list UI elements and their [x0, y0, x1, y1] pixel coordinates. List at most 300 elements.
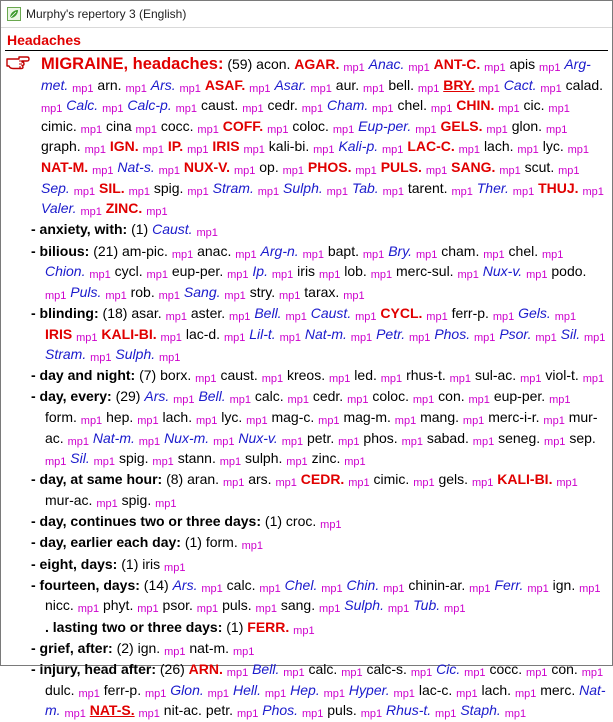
remedy[interactable]: rob.	[130, 283, 155, 300]
source-tag: mp1	[275, 477, 297, 490]
source-tag: mp1	[138, 435, 161, 448]
source-tag: mp1	[175, 103, 198, 116]
remedy[interactable]: Caust.	[152, 221, 193, 238]
remedy[interactable]: LAC-C.	[407, 138, 455, 155]
remedy[interactable]: Glon.	[170, 681, 204, 698]
remedy[interactable]: cimic.	[373, 471, 410, 488]
subrubric[interactable]	[5, 618, 606, 639]
subrubric-name: - injury, head after:	[31, 660, 156, 677]
remedy[interactable]: NUX-V.	[183, 158, 231, 175]
remedy[interactable]: form.	[45, 409, 77, 426]
remedy[interactable]: Hyper.	[348, 681, 390, 698]
remedy[interactable]: op.	[259, 158, 279, 175]
source-tag: mp1	[540, 82, 562, 95]
remedy[interactable]: PHOS.	[307, 158, 352, 175]
title-bar[interactable]	[1, 1, 612, 28]
remedy[interactable]: chel.	[508, 242, 539, 259]
source-tag: mp1	[362, 248, 385, 261]
subrubric-name: - day, every:	[31, 388, 112, 405]
source-tag: mp1	[457, 269, 479, 282]
subrubric-count: (21)	[93, 242, 119, 259]
remedy[interactable]: Rhus-t.	[386, 702, 432, 719]
remedy[interactable]: Phos.	[434, 325, 471, 342]
source-tag: mp1	[152, 456, 174, 469]
remedy[interactable]: spig.	[121, 492, 152, 509]
remedy[interactable]: cedr.	[267, 97, 298, 114]
source-tag: mp1	[383, 582, 405, 595]
remedy[interactable]: THUJ.	[538, 179, 579, 196]
remedy[interactable]: IRIS	[212, 138, 240, 155]
remedy[interactable]: Lil-t.	[249, 325, 276, 342]
source-tag: mp1	[242, 103, 264, 116]
remedy[interactable]: nicc.	[45, 597, 74, 614]
source-tag: mp1	[462, 415, 485, 428]
source-tag: mp1	[235, 248, 257, 261]
remedy[interactable]: arn.	[97, 76, 122, 93]
subrubric-name: - fourteen, days:	[31, 576, 140, 593]
remedy[interactable]: Sil.	[560, 325, 581, 342]
remedy[interactable]: sep.	[569, 429, 596, 446]
remedy[interactable]: aster.	[190, 304, 226, 321]
remedy[interactable]: PULS.	[380, 158, 422, 175]
source-tag: mp1	[195, 415, 218, 428]
remedy[interactable]: Calc.	[66, 97, 99, 114]
source-tag: mp1	[413, 477, 435, 490]
subrubric[interactable]	[5, 242, 606, 304]
remedy[interactable]: anac.	[197, 242, 232, 259]
source-tag: mp1	[338, 435, 360, 448]
remedy[interactable]: led.	[354, 367, 377, 384]
source-tag: mp1	[360, 708, 383, 721]
remedy[interactable]: merc-i-r.	[488, 409, 540, 426]
remedy[interactable]: IP.	[167, 138, 184, 155]
subrubric[interactable]	[5, 576, 606, 617]
remedy[interactable]: SIL.	[99, 179, 125, 196]
remedy[interactable]: calc.	[226, 576, 256, 593]
remedy[interactable]: con.	[551, 660, 578, 677]
source-tag: mp1	[241, 540, 264, 553]
remedy[interactable]: croc.	[285, 513, 317, 530]
remedy[interactable]: Calc-p.	[127, 97, 172, 114]
source-tag: mp1	[96, 498, 118, 511]
remedy[interactable]: KALI-BI.	[101, 325, 157, 342]
remedy[interactable]: phos.	[363, 429, 398, 446]
source-tag: mp1	[341, 666, 363, 679]
subrubric-name: - grief, after:	[31, 639, 113, 656]
source-tag: mp1	[545, 123, 568, 136]
remedy[interactable]: cycl.	[114, 263, 143, 280]
remedy[interactable]: Nux-v.	[482, 263, 523, 280]
remedy[interactable]: CHIN.	[456, 97, 495, 114]
remedy[interactable]: lach.	[162, 409, 193, 426]
remedy[interactable]: ANT-C.	[433, 56, 481, 72]
source-tag: mp1	[195, 373, 217, 386]
remedy[interactable]: puls.	[222, 597, 252, 614]
remedy[interactable]: stry.	[249, 283, 276, 300]
remedy[interactable]: merc.	[540, 681, 576, 698]
remedy[interactable]: IGN.	[109, 138, 139, 155]
remedy[interactable]: Nat-m.	[92, 429, 135, 446]
source-tag: mp1	[222, 477, 245, 490]
remedy[interactable]: sang.	[280, 597, 316, 614]
remedy[interactable]: Sulph.	[344, 597, 384, 614]
remedy[interactable]: ign.	[552, 576, 576, 593]
remedy[interactable]: nat-m.	[189, 639, 230, 656]
source-tag: mp1	[582, 373, 605, 386]
remedy[interactable]: Ars.	[172, 576, 198, 593]
remedy[interactable]: Nux-v.	[238, 429, 278, 446]
remedy[interactable]: CEDR.	[300, 471, 345, 488]
remedy[interactable]: Nat-s.	[117, 158, 155, 175]
remedy[interactable]: NAT-M.	[41, 158, 89, 175]
remedy[interactable]: Anac.	[368, 56, 405, 72]
remedy[interactable]: CYCL.	[380, 304, 423, 321]
source-tag: mp1	[350, 331, 373, 344]
remedy[interactable]: bell.	[388, 76, 415, 93]
remedy[interactable]: eup-per.	[171, 263, 224, 280]
subrubric-name: . lasting two or three days:	[45, 618, 223, 635]
rubric-list	[1, 55, 612, 722]
remedy[interactable]: COFF.	[222, 117, 264, 134]
source-tag: mp1	[472, 435, 495, 448]
remedy[interactable]: SANG.	[451, 158, 496, 175]
remedy[interactable]: Arg-met.	[41, 56, 591, 93]
remedy[interactable]: calc.	[308, 660, 338, 677]
source-tag: mp1	[146, 269, 168, 282]
source-tag: mp1	[45, 289, 67, 302]
remedy[interactable]: ferr-p.	[103, 681, 142, 698]
source-tag: mp1	[464, 666, 486, 679]
source-tag: mp1	[435, 708, 457, 721]
source-tag: mp1	[410, 666, 433, 679]
remedy[interactable]: Puls.	[70, 283, 102, 300]
remedy[interactable]: cina	[105, 117, 132, 134]
chapter-header: Headaches	[5, 32, 608, 51]
remedy[interactable]: lyc.	[542, 138, 564, 155]
remedy[interactable]: mag-m.	[343, 409, 391, 426]
remedy[interactable]: coloc.	[292, 117, 329, 134]
remedy[interactable]: Tab.	[351, 179, 379, 196]
remedy[interactable]: Gels.	[518, 304, 551, 321]
subrubric[interactable]	[5, 304, 606, 366]
source-tag: mp1	[415, 248, 438, 261]
subrubric[interactable]	[5, 387, 606, 469]
remedy[interactable]: AGAR.	[294, 56, 340, 72]
remedy[interactable]: IRIS	[45, 325, 73, 342]
remedy[interactable]: sabad.	[426, 429, 469, 446]
remedy[interactable]: Bell.	[254, 304, 282, 321]
source-tag: mp1	[313, 144, 335, 157]
source-tag: mp1	[567, 144, 589, 157]
source-tag: mp1	[558, 164, 580, 177]
remedy[interactable]: merc-sul.	[396, 263, 454, 280]
source-tag: mp1	[498, 103, 520, 116]
subrubric[interactable]	[5, 366, 606, 387]
remedy[interactable]: Bry.	[388, 242, 413, 259]
source-tag: mp1	[77, 603, 100, 616]
remedy[interactable]: Ferr.	[494, 576, 524, 593]
remedy[interactable]: am-pic.	[122, 242, 168, 259]
remedy[interactable]: phyt.	[102, 597, 134, 614]
remedy[interactable]: psor.	[162, 597, 193, 614]
remedy[interactable]: lac-d.	[185, 325, 221, 342]
remedy[interactable]: lyc.	[221, 409, 243, 426]
source-tag: mp1	[355, 310, 377, 323]
remedy[interactable]: chinin-ar.	[408, 576, 466, 593]
remedy[interactable]: kali-bi.	[268, 138, 310, 155]
remedy[interactable]: dulc.	[45, 681, 75, 698]
remedy[interactable]: Phos.	[262, 702, 299, 719]
source-tag: mp1	[105, 289, 127, 302]
remedy[interactable]: calc-s.	[366, 660, 407, 677]
remedy[interactable]: cic.	[523, 97, 545, 114]
remedy[interactable]: gels.	[438, 471, 469, 488]
source-tag: mp1	[372, 103, 394, 116]
remedy[interactable]: Ars.	[144, 388, 170, 405]
remedy[interactable]: ARN.	[188, 660, 223, 677]
source-tag: mp1	[535, 331, 557, 344]
source-tag: mp1	[412, 394, 435, 407]
source-tag: mp1	[471, 477, 494, 490]
source-tag: mp1	[142, 144, 164, 157]
remedy[interactable]: asar.	[131, 304, 162, 321]
remedy[interactable]: Stram.	[45, 346, 87, 363]
source-tag: mp1	[310, 82, 332, 95]
subrubric[interactable]	[5, 660, 606, 722]
remedy[interactable]: Valer.	[41, 200, 77, 217]
source-tag: mp1	[259, 582, 281, 595]
remedy[interactable]: Hell.	[232, 681, 261, 698]
remedy[interactable]: GELS.	[440, 117, 483, 134]
remedy[interactable]: lach.	[481, 681, 512, 698]
remedy[interactable]: BRY.	[443, 76, 475, 93]
source-tag: mp1	[283, 666, 305, 679]
remedy[interactable]: zinc.	[311, 450, 341, 467]
source-tag: mp1	[196, 603, 219, 616]
remedy[interactable]: eup-per.	[493, 388, 546, 405]
remedy[interactable]: Sep.	[41, 179, 70, 196]
subrubric[interactable]	[5, 555, 606, 576]
remedy[interactable]: cham.	[441, 242, 480, 259]
source-tag: mp1	[401, 435, 423, 448]
remedy[interactable]: sulph.	[245, 450, 283, 467]
source-tag: mp1	[226, 666, 249, 679]
subrubric[interactable]	[5, 470, 606, 511]
green-leaf-icon	[7, 7, 21, 21]
remedy[interactable]: puls.	[327, 702, 357, 719]
remedy[interactable]: podo.	[551, 263, 587, 280]
remedy[interactable]: lach.	[483, 138, 514, 155]
source-tag: mp1	[224, 289, 246, 302]
source-tag: mp1	[430, 103, 453, 116]
remedy[interactable]: apis	[509, 56, 536, 72]
remedy[interactable]: Sang.	[183, 283, 221, 300]
remedy[interactable]: hep.	[106, 409, 134, 426]
remedy[interactable]: Bell.	[252, 660, 280, 677]
remedy[interactable]: spig.	[118, 450, 149, 467]
remedy[interactable]: KALI-BI.	[497, 471, 553, 488]
remedy[interactable]: Bell.	[198, 388, 226, 405]
remedy[interactable]: Sil.	[70, 450, 90, 467]
remedy[interactable]: Sulph.	[283, 179, 323, 196]
source-tag: mp1	[197, 123, 219, 136]
remedy[interactable]: Chion.	[45, 263, 86, 280]
remedy[interactable]: mang.	[420, 409, 460, 426]
source-tag: mp1	[287, 394, 309, 407]
source-tag: mp1	[213, 435, 235, 448]
remedy[interactable]: Kali-p.	[338, 138, 379, 155]
remedy[interactable]: ign.	[137, 639, 161, 656]
remedy[interactable]: nit-ac.	[163, 702, 202, 719]
source-tag: mp1	[425, 164, 448, 177]
source-tag: mp1	[73, 185, 96, 198]
main-rubric[interactable]	[5, 55, 606, 220]
remedy[interactable]: Stram.	[212, 179, 254, 196]
remedy[interactable]: cedr.	[312, 388, 344, 405]
source-tag: mp1	[159, 352, 181, 365]
remedy[interactable]: Cic.	[436, 660, 461, 677]
remedy[interactable]: Cham.	[327, 97, 369, 114]
source-tag: mp1	[318, 269, 341, 282]
remedy[interactable]: caust.	[200, 97, 239, 114]
subrubric-count: (29)	[115, 388, 141, 405]
source-tag: mp1	[584, 331, 606, 344]
main-rubric-count: (59)	[227, 56, 253, 72]
remedy[interactable]: Chel.	[284, 576, 318, 593]
remedy[interactable]: Tub.	[413, 597, 441, 614]
remedy[interactable]: calc.	[254, 388, 284, 405]
source-tag: mp1	[223, 331, 246, 344]
remedy[interactable]: tarent.	[407, 179, 448, 196]
source-tag: mp1	[138, 708, 160, 721]
remedy[interactable]: bapt.	[327, 242, 359, 259]
source-tag: mp1	[323, 687, 346, 700]
subrubric-count: (2)	[116, 639, 134, 656]
source-tag: mp1	[394, 415, 417, 428]
remedy[interactable]: stann.	[177, 450, 216, 467]
remedy[interactable]: Petr.	[376, 325, 406, 342]
remedy[interactable]: Chin.	[346, 576, 380, 593]
remedy[interactable]: aran.	[187, 471, 220, 488]
source-tag: mp1	[137, 415, 159, 428]
source-tag: mp1	[382, 144, 404, 157]
remedy[interactable]: coloc.	[372, 388, 409, 405]
source-tag: mp1	[281, 435, 304, 448]
window-title: Murphy's repertory 3 (English)	[26, 7, 187, 21]
remedy[interactable]: cimic.	[41, 117, 77, 134]
subrubric[interactable]	[5, 639, 606, 660]
source-tag: mp1	[285, 310, 307, 323]
remedy[interactable]: Eup-per.	[358, 117, 412, 134]
source-tag: mp1	[415, 123, 437, 136]
source-tag: mp1	[326, 185, 349, 198]
remedy[interactable]: Nux-m.	[164, 429, 210, 446]
remedy[interactable]: Caust.	[310, 304, 352, 321]
source-tag: mp1	[343, 62, 365, 74]
remedy[interactable]: form.	[205, 534, 238, 551]
source-tag: mp1	[483, 248, 505, 261]
remedy[interactable]: petr.	[205, 702, 234, 719]
remedy[interactable]: ars.	[248, 471, 272, 488]
source-tag: mp1	[363, 82, 385, 95]
remedy[interactable]: glon.	[511, 117, 543, 134]
remedy[interactable]: borx.	[160, 367, 192, 384]
remedy[interactable]: con.	[438, 388, 465, 405]
remedy[interactable]: viol-t.	[545, 367, 579, 384]
remedy[interactable]: graph.	[41, 138, 81, 155]
remedy[interactable]: Asar.	[274, 76, 307, 93]
remedy[interactable]: cocc.	[489, 660, 523, 677]
remedy[interactable]: iris	[142, 555, 161, 572]
source-tag: mp1	[370, 269, 393, 282]
remedy[interactable]: caust.	[220, 367, 258, 384]
source-tag: mp1	[408, 62, 430, 74]
subrubric[interactable]	[5, 533, 606, 554]
subrubric[interactable]	[5, 512, 606, 533]
remedy[interactable]: Staph.	[460, 702, 501, 719]
remedy[interactable]: FERR.	[247, 618, 290, 635]
remedy[interactable]: kreos.	[286, 367, 326, 384]
remedy[interactable]: mur-ac.	[45, 492, 93, 509]
source-tag: mp1	[84, 144, 106, 157]
source-tag: mp1	[293, 624, 315, 637]
remedy[interactable]: Nat-m.	[45, 681, 606, 719]
remedy[interactable]: ferr-p.	[451, 304, 489, 321]
remedy[interactable]: scut.	[524, 158, 555, 175]
source-tag: mp1	[348, 477, 370, 490]
remedy[interactable]: Psor.	[499, 325, 532, 342]
remedy[interactable]: chel.	[397, 97, 428, 114]
remedy[interactable]: Ther.	[476, 179, 509, 196]
source-tag: mp1	[514, 687, 537, 700]
source-tag: mp1	[469, 582, 491, 595]
remedy[interactable]: Hep.	[290, 681, 320, 698]
remedy[interactable]: mag-c.	[271, 409, 315, 426]
source-tag: mp1	[243, 144, 265, 157]
subrubric[interactable]	[5, 220, 606, 241]
remedy[interactable]: acon.	[256, 56, 291, 72]
remedy[interactable]: seneg.	[498, 429, 541, 446]
remedy[interactable]: Nat-m.	[304, 325, 347, 342]
remedy[interactable]: Arg-n.	[260, 242, 299, 259]
remedy[interactable]: Cact.	[503, 76, 537, 93]
source-tag: mp1	[187, 185, 209, 198]
pointing-hand-icon	[5, 53, 31, 71]
subrubric-name: - eight, days:	[31, 555, 118, 572]
subrubric-name: - day and night:	[31, 367, 136, 384]
remedy[interactable]: spig.	[153, 179, 184, 196]
remedy[interactable]: ASAF.	[204, 76, 246, 93]
remedy[interactable]: Ars.	[150, 76, 176, 93]
remedy[interactable]: aur.	[335, 76, 360, 93]
remedy[interactable]: rhus-t.	[406, 367, 446, 384]
remedy[interactable]: iris	[297, 263, 316, 280]
remedy[interactable]: ZINC.	[105, 200, 143, 217]
remedy[interactable]: sul-ac.	[474, 367, 517, 384]
remedy[interactable]: mur-ac.	[45, 409, 598, 446]
source-tag: mp1	[229, 394, 251, 407]
remedy[interactable]: lob.	[344, 263, 367, 280]
remedy[interactable]: petr.	[306, 429, 335, 446]
remedy[interactable]: lac-c.	[418, 681, 453, 698]
remedy[interactable]: Ip.	[252, 263, 268, 280]
remedy[interactable]: Sulph.	[115, 346, 156, 363]
remedy[interactable]: tarax.	[304, 283, 340, 300]
remedy[interactable]: cocc.	[160, 117, 194, 134]
source-tag: mp1	[468, 394, 490, 407]
remedy[interactable]: NAT-S.	[89, 702, 135, 719]
remedy[interactable]: calad.	[565, 76, 604, 93]
